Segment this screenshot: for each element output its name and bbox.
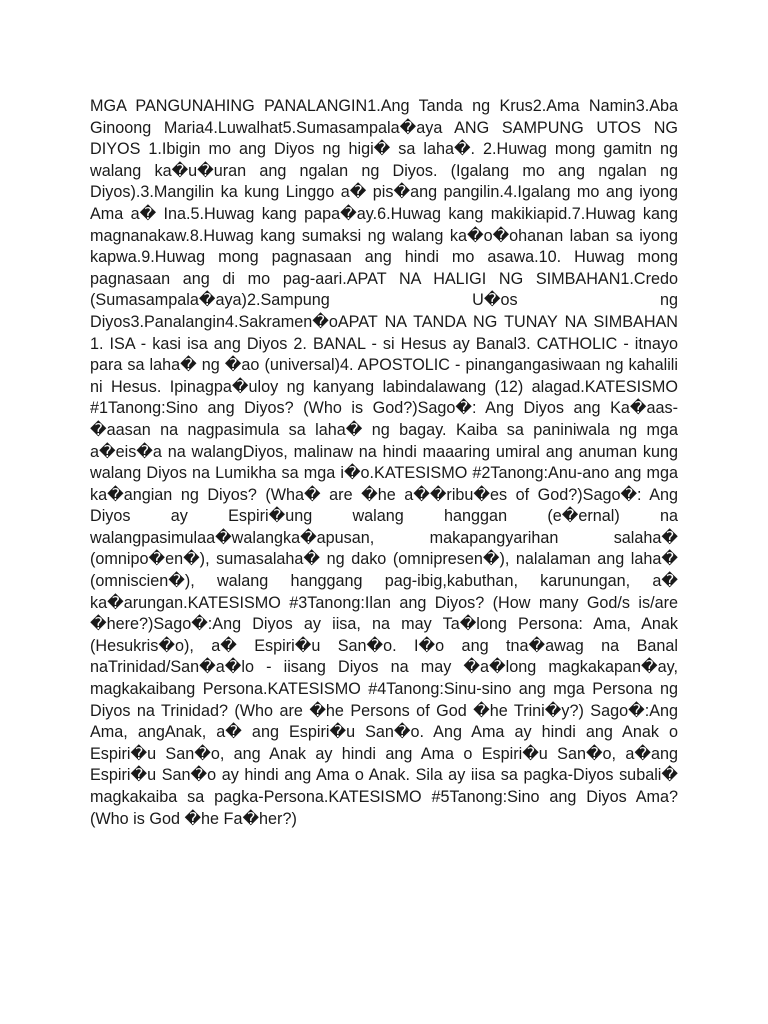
document-body-text: MGA PANGUNAHING PANALANGIN1.Ang Tanda ng Krus2.Ama Namin3.Aba Ginoong Maria4.Luwalhat5.Sumasampala�aya ANG SAMPUNG UTOS NG DIYOS 1.Ibigin mo ang Diyos ng higi� sa laha�. 2.Huwag mong gamitn ng walang ka�u�uran ang ngalan ng Diyos. (Igalang mo ang ngalan ng Diyos).3.Mangilin ka kung Linggo a� pis�ang pangilin.4.Igalang mo ang iyong Ama a� Ina.5.Huwag kang papa�ay.6.Huwag kang makikiapid.7.Huwag kang magnanakaw.8.Huwag kang sumaksi ng walang ka�o�ohanan laban sa iyong kapwa.9.Huwag mong pagnasaan ang hindi mo asawa.10. Huwag mong pagnasaan ang di mo pag-aari.APAT NA HALIGI NG SIMBAHAN1.Credo (Sumasampala�aya)2.Sampung U�os ng Diyos3.Panalangin4.Sakramen�oAPAT NA TANDA NG TUNAY NA SIMBAHAN 1. ISA - kasi isa ang Diyos 2. BANAL - si Hesus ay Banal3. CATHOLIC - itnayo para sa laha� ng �ao (universal)4. APOSTOLIC - pinangangasiwaan ng kahalili ni Hesus. Ipinagpa�uloy ng kanyang labindalawang (12) alagad.KATESISMO #1Tanong:Sino ang Diyos? (Who is God?)Sago�: Ang Diyos ang Ka�aas-�aasan na nagpasimula sa laha� ng bagay. Kaiba sa paniniwala ng mga a�eis�a na walangDiyos, malinaw na hindi maaaring umiral ang anuman kung walang Diyos na Lumikha sa mga i�o.KATESISMO #2Tanong:Anu-ano ang mga ka�angian ng Diyos? (Wha� are �he a��ribu�es of God?)Sago�: Ang Diyos ay Espiri�ung walang hanggan (e�ernal) na walangpasimulaa�walangka�apusan, makapangyarihan salaha� (omnipo�en�), sumasalaha� ng dako (omnipresen�), nalalaman ang laha� (omniscien�), walang hanggang pag-ibig,kabuthan, karunungan, a� ka�arungan.KATESISMO #3Tanong:Ilan ang Diyos? (How many God/s is/are �here?)Sago�:Ang Diyos ay iisa, na may Ta�long Persona: Ama, Anak (Hesukris�o), a� Espiri�u San�o. I�o ang tna�awag na Banal naTrinidad/San�a�lo - iisang Diyos na may �a�long magkakapan�ay, magkakaibang Persona.KATESISMO #4Tanong:Sinu-sino ang mga Persona ng Diyos na Trinidad? (Who are �he Persons of God �he Trini�y?) Sago�:Ang Ama, angAnak, a� ang Espiri�u San�o. Ang Ama ay hindi ang Anak o Espiri�u San�o, ang Anak ay hindi ang Ama o Espiri�u San�o, a�ang Espiri�u San�o ay hindi ang Ama o Anak. Sila ay iisa sa pagka-Diyos subali� magkakaiba sa pagka-Persona.KATESISMO #5Tanong:Sino ang Diyos Ama? (Who is God �he Fa�her?) xyxy=(90,97,678,828)
